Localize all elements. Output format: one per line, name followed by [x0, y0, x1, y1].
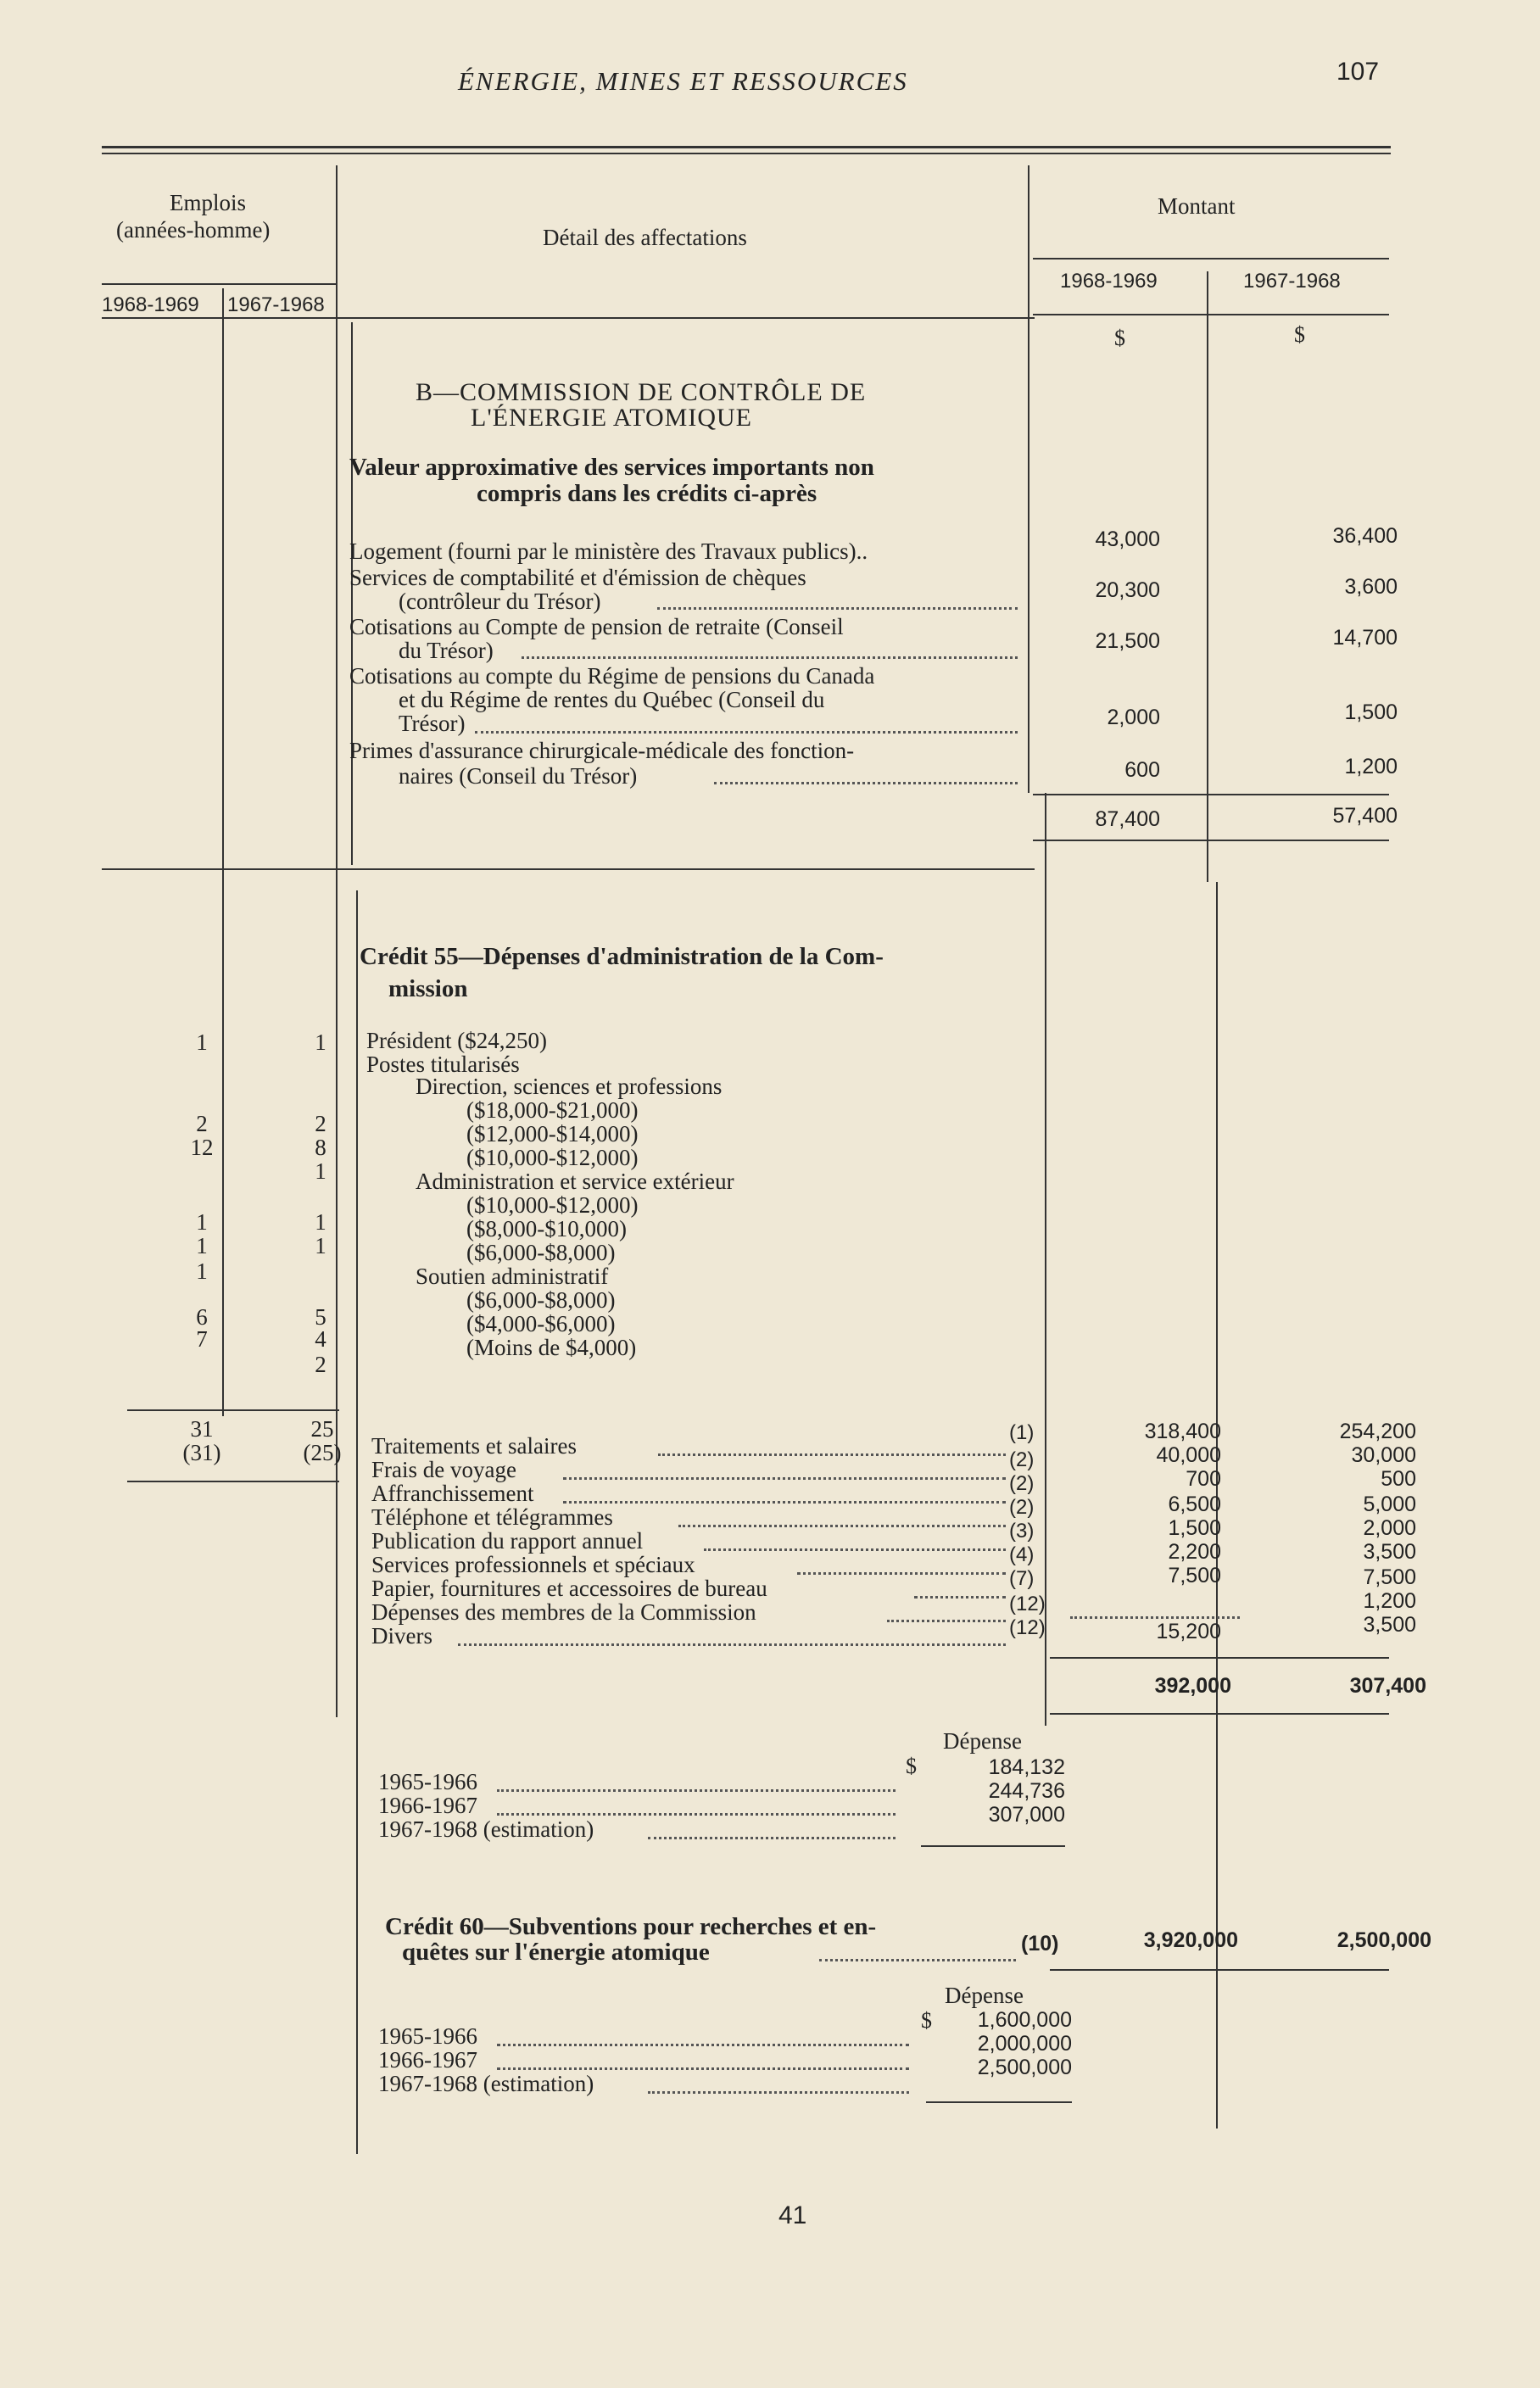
credit60-rule [1050, 1969, 1389, 1971]
exp-5-leader [797, 1572, 1006, 1575]
exp-1-label: Frais de voyage [371, 1457, 516, 1482]
exp-1-leader [563, 1477, 1006, 1480]
emplois-total-rule [127, 1409, 339, 1411]
pos-7-y67: 1 [315, 1209, 326, 1235]
credit55-title-2: mission [388, 975, 468, 1002]
rule-emplois-sub [102, 283, 336, 285]
pos-4-label: ($12,000-$14,000) [466, 1121, 639, 1147]
credit55-title-1: Crédit 55—Dépenses d'administration de la Com- [360, 943, 884, 970]
b-item-5-leader [714, 782, 1018, 784]
pos-12-label: ($4,000-$6,000) [466, 1311, 616, 1336]
currency-a: $ [1114, 326, 1125, 350]
exp-6-b: 7,500 [1363, 1565, 1416, 1589]
exp-1-code: (2) [1009, 1448, 1035, 1471]
c55-hist-1-leader [497, 1813, 896, 1816]
b-item-5-line2: naires (Conseil du Trésor) [399, 763, 638, 789]
c55-hist-2-label: 1967-1968 (estimation) [378, 1816, 594, 1842]
pos-3-y68: 2 [196, 1111, 208, 1136]
c60-hist-2-label: 1967-1968 (estimation) [378, 2071, 594, 2096]
exp-5-a: 2,200 [1168, 1540, 1221, 1564]
pos-5-y67: 1 [315, 1158, 326, 1184]
exp-8-label: Divers [371, 1623, 432, 1649]
exp-4-label: Publication du rapport annuel [371, 1528, 644, 1554]
section-b-subtitle-2: compris dans les crédits ci-après [477, 480, 817, 507]
pos-2-label: Direction, sciences et professions [416, 1074, 723, 1099]
section-b-title-2: L'ÉNERGIE ATOMIQUE [471, 404, 752, 432]
b-item-1-a: 43,000 [1095, 527, 1160, 551]
b-total-rule [1033, 794, 1389, 795]
section-b-end-rule [102, 868, 1035, 870]
exp-7-b: 1,200 [1363, 1589, 1416, 1613]
c60-dollar: $ [921, 2008, 932, 2033]
exp-3-code: (2) [1009, 1496, 1035, 1519]
col-year-montant-1968: 1968-1969 [1060, 270, 1158, 293]
c60-hist-2-leader [648, 2091, 909, 2094]
b-item-2-line2: (contrôleur du Trésor) [399, 589, 601, 614]
b-item-4-leader [475, 731, 1018, 734]
currency-b: $ [1294, 322, 1305, 347]
exp-0-a: 318,400 [1144, 1420, 1221, 1443]
c55-hist-0-label: 1965-1966 [378, 1769, 477, 1794]
exp-5-code: (4) [1009, 1543, 1035, 1566]
pos-12-y68: 7 [196, 1326, 208, 1352]
vrule-montant-left-b [1045, 793, 1046, 1726]
col-year-montant-1967: 1967-1968 [1243, 270, 1341, 293]
exp-2-code: (2) [1009, 1472, 1035, 1495]
top-rule [102, 146, 1391, 148]
emplois-total-67-b: (25) [303, 1440, 342, 1465]
pos-8-y67: 1 [315, 1233, 326, 1258]
exp-4-b: 2,000 [1363, 1516, 1416, 1540]
col-year-emplois-1968: 1968-1969 [102, 293, 199, 316]
c60-hist-2-value: 2,500,000 [977, 2056, 1072, 2079]
b-item-5-line1: Primes d'assurance chirurgicale-médicale des fonction- [349, 738, 855, 763]
pos-13-label: (Moins de $4,000) [466, 1335, 637, 1360]
c60-hist-0-leader [497, 2044, 909, 2046]
exp-2-leader [563, 1501, 1006, 1504]
b-item-5-a: 600 [1124, 758, 1160, 782]
emplois-total-rule-bottom [127, 1481, 339, 1482]
c55-total-a: 392,000 [1154, 1674, 1231, 1698]
pos-0-y68: 1 [196, 1029, 208, 1055]
b-item-3-b: 14,700 [1332, 626, 1398, 650]
b-item-4-line1: Cotisations au compte du Régime de pensions du Canada [349, 663, 875, 689]
exp-6-a: 7,500 [1168, 1564, 1221, 1587]
rule-under-years [1033, 314, 1389, 315]
b-item-1-b: 36,400 [1332, 524, 1398, 548]
b-total-b: 57,400 [1332, 804, 1398, 828]
c55-depense-label: Dépense [943, 1728, 1022, 1754]
pos-4-y68: 12 [190, 1135, 214, 1160]
running-head-title: ÉNERGIE, MINES ET RESSOURCES [458, 66, 908, 96]
c55-hist-2-leader [648, 1837, 896, 1839]
exp-0-b: 254,200 [1339, 1420, 1416, 1443]
exp-3-label: Téléphone et télégrammes [371, 1504, 613, 1530]
pos-11-y67: 5 [315, 1304, 326, 1330]
col-header-emplois: Emplois [170, 190, 247, 215]
pos-8-label: ($8,000-$10,000) [466, 1216, 627, 1241]
c55-hist-1-label: 1966-1967 [378, 1793, 477, 1818]
emplois-total-67: 25 [310, 1416, 334, 1442]
pos-8-y68: 1 [196, 1233, 208, 1258]
pos-10-label: Soutien administratif [416, 1264, 609, 1289]
exp-6-label: Papier, fournitures et accessoires de bureau [371, 1576, 767, 1601]
pos-3-label: ($18,000-$21,000) [466, 1097, 639, 1123]
exp-2-label: Affranchissement [371, 1481, 534, 1506]
b-total-a: 87,400 [1095, 807, 1160, 831]
exp-2-a: 700 [1186, 1467, 1221, 1491]
b-item-4-a: 2,000 [1107, 706, 1160, 729]
pos-0-label: Président ($24,250) [366, 1028, 547, 1053]
vrule-detail-left-b [351, 322, 353, 865]
pos-4-y67: 8 [315, 1135, 326, 1160]
credit60-b: 2,500,000 [1336, 1928, 1431, 1952]
c55-hist-rule [921, 1845, 1065, 1847]
b-item-2-b: 3,600 [1344, 575, 1398, 599]
exp-1-a: 40,000 [1156, 1443, 1221, 1467]
rule-montant-sub [1033, 258, 1389, 259]
col-header-montant: Montant [1158, 193, 1236, 219]
b-item-4-line3: Trésor) [399, 711, 466, 736]
exp-8-a: 15,200 [1156, 1620, 1221, 1643]
pos-11-label: ($6,000-$8,000) [466, 1287, 616, 1313]
c55-total-rule-bottom [1050, 1713, 1389, 1715]
vrule-montant-mid [1207, 271, 1208, 882]
pos-0-y67: 1 [315, 1029, 326, 1055]
exp-3-b: 5,000 [1363, 1492, 1416, 1516]
exp-4-leader [704, 1548, 1006, 1551]
exp-5-label: Services professionnels et spéciaux [371, 1552, 695, 1577]
pos-9-y68: 1 [196, 1258, 208, 1284]
pos-3-y67: 2 [315, 1111, 326, 1136]
pos-5-label: ($10,000-$12,000) [466, 1145, 639, 1170]
c60-hist-0-label: 1965-1966 [378, 2023, 477, 2049]
pos-1-label: Postes titularisés [366, 1052, 520, 1077]
section-b-subtitle-1: Valeur approximative des services importants non [349, 454, 874, 481]
page-number: 107 [1336, 58, 1380, 86]
b-item-2-leader [657, 607, 1018, 610]
b-item-2-line1: Services de comptabilité et d'émission de chèques [349, 565, 806, 590]
exp-1-b: 30,000 [1351, 1443, 1416, 1467]
exp-7-leader [887, 1620, 1006, 1622]
emplois-total-68: 31 [190, 1416, 214, 1442]
b-total-rule-bottom [1033, 840, 1389, 841]
c60-depense-label: Dépense [945, 1983, 1024, 2008]
c60-hist-1-value: 2,000,000 [977, 2032, 1072, 2056]
vrule-montant-left [1028, 165, 1029, 793]
exp-3-a: 6,500 [1168, 1492, 1221, 1516]
c60-hist-rule [926, 2101, 1072, 2103]
c55-total-rule [1050, 1657, 1389, 1659]
exp-6-leader [914, 1596, 1006, 1599]
exp-6-code: (7) [1009, 1567, 1035, 1590]
c55-hist-0-leader [497, 1789, 896, 1792]
b-item-2-a: 20,300 [1095, 578, 1160, 602]
credit60-leader [819, 1959, 1016, 1961]
exp-2-b: 500 [1381, 1467, 1416, 1491]
vrule-detail-left-c [356, 890, 358, 2154]
exp-5-b: 3,500 [1363, 1540, 1416, 1564]
credit60-title-1: Crédit 60—Subventions pour recherches et en- [385, 1913, 877, 1940]
col-year-emplois-1967: 1967-1968 [227, 293, 325, 316]
emplois-total-68-b: (31) [182, 1440, 221, 1465]
c60-hist-1-label: 1966-1967 [378, 2047, 477, 2073]
credit60-a: 3,920,000 [1143, 1928, 1238, 1952]
c55-hist-2-value: 307,000 [988, 1803, 1065, 1827]
exp-7-code: (12) [1009, 1593, 1046, 1615]
pos-13-y67: 2 [315, 1352, 326, 1377]
exp-4-a: 1,500 [1168, 1516, 1221, 1540]
exp-7-label: Dépenses des membres de la Commission [371, 1599, 756, 1625]
b-item-1-line1: Logement (fourni par le ministère des Travaux publics).. [349, 538, 868, 564]
pos-9-label: ($6,000-$8,000) [466, 1240, 616, 1265]
b-item-3-a: 21,500 [1095, 629, 1160, 653]
exp-4-code: (3) [1009, 1520, 1035, 1543]
c55-total-b: 307,400 [1349, 1674, 1426, 1698]
exp-8-b: 3,500 [1363, 1613, 1416, 1637]
credit60-code: (10) [1021, 1932, 1059, 1956]
vrule-emplois-right [336, 165, 338, 1717]
page-folio: 41 [778, 2201, 807, 2229]
exp-0-label: Traitements et salaires [371, 1433, 577, 1459]
pos-7-y68: 1 [196, 1209, 208, 1235]
c60-hist-1-leader [497, 2067, 909, 2070]
col-header-detail: Détail des affectations [543, 225, 747, 250]
b-item-3-leader [522, 656, 1018, 659]
b-item-4-line2: et du Régime de rentes du Québec (Conseil du [399, 687, 825, 712]
c55-dollar: $ [906, 1754, 917, 1778]
exp-0-code: (1) [1009, 1421, 1035, 1444]
pos-7-label: ($10,000-$12,000) [466, 1192, 639, 1218]
b-item-3-line1: Cotisations au Compte de pension de retraite (Conseil [349, 614, 844, 639]
b-item-4-b: 1,500 [1344, 700, 1398, 724]
exp-3-leader [678, 1525, 1006, 1527]
b-item-5-b: 1,200 [1344, 755, 1398, 778]
exp-8-leader [458, 1643, 1006, 1646]
exp-0-leader [658, 1453, 1006, 1456]
b-item-3-line2: du Trésor) [399, 638, 494, 663]
c60-hist-0-value: 1,600,000 [977, 2008, 1072, 2032]
c55-hist-1-value: 244,736 [988, 1779, 1065, 1803]
pos-12-y67: 4 [315, 1326, 326, 1352]
top-rule-2 [102, 153, 1391, 154]
exp-7-amount-leader [1070, 1616, 1240, 1619]
pos-6-label: Administration et service extérieur [416, 1169, 734, 1194]
c55-hist-0-value: 184,132 [988, 1755, 1065, 1779]
col-header-emplois-sub: (années-homme) [116, 217, 271, 243]
section-b-title-1: B—COMMISSION DE CONTRÔLE DE [416, 378, 867, 406]
pos-11-y68: 6 [196, 1304, 208, 1330]
exp-8-code: (12) [1009, 1616, 1046, 1639]
rule-under-headers [102, 317, 1035, 319]
credit60-title-2: quêtes sur l'énergie atomique [402, 1939, 710, 1966]
